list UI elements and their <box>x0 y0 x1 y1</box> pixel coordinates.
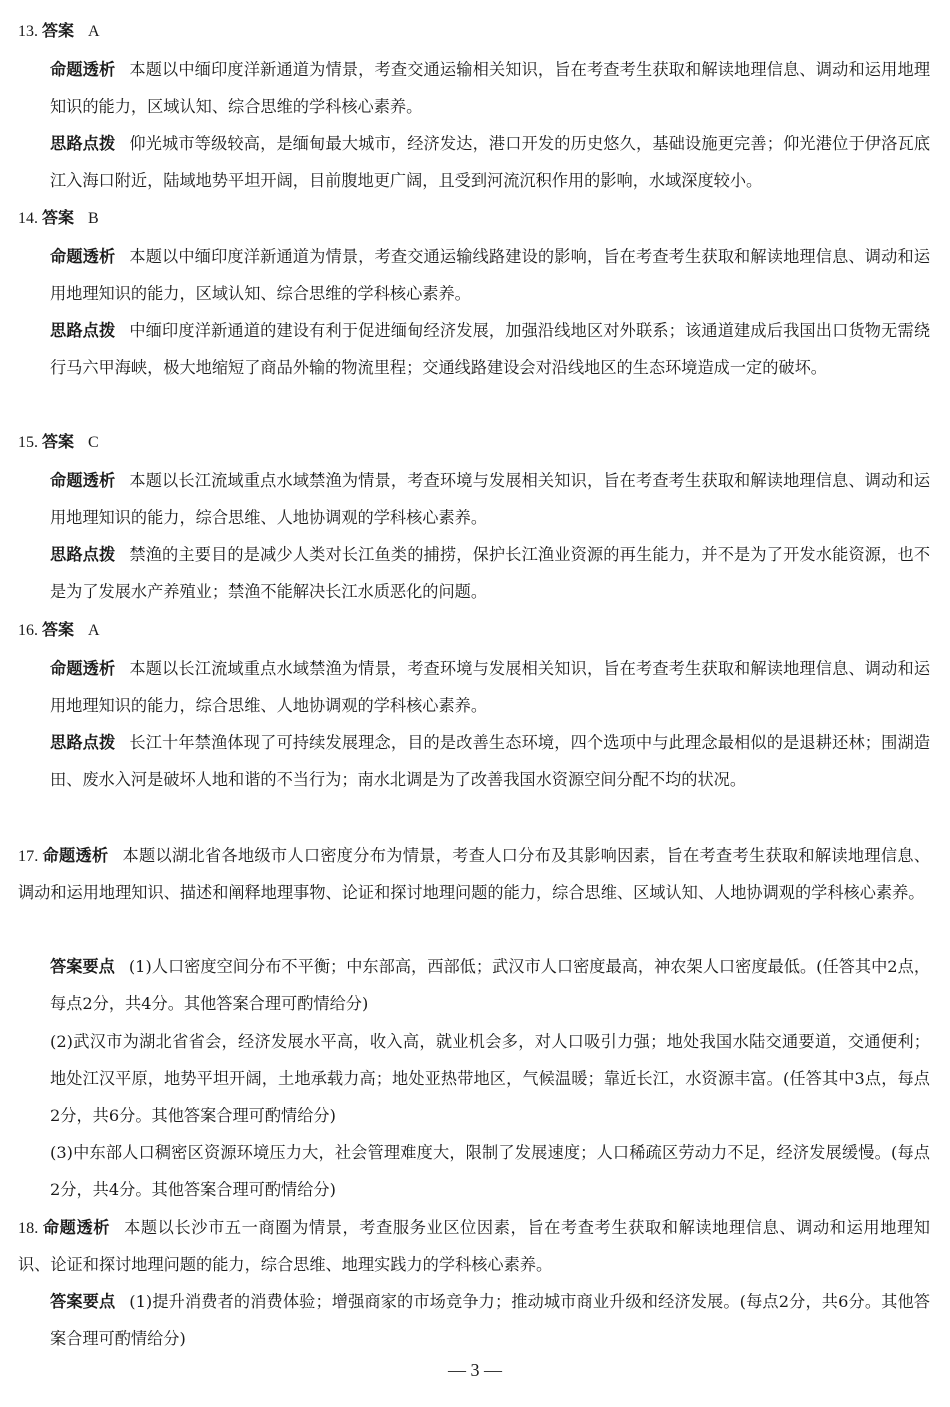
q16-hint-label: 思路点拨 <box>50 733 116 752</box>
q13-answer: A <box>88 23 100 40</box>
q15-hint-text: 禁渔的主要目的是减少人类对长江鱼类的捕捞，保护长江渔业资源的再生能力，并不是为了开发水能资源，也不是为了发展水产养殖业；禁渔不能解决长江水质恶化的问题。 <box>50 545 931 601</box>
q14-answer: B <box>88 210 99 227</box>
q14-analysis-text: 本题以中缅印度洋新通道为情景，考查交通运输线路建设的影响，旨在考查考生获取和解读地理信息、调动和运用地理知识的能力，区域认知、综合思维的学科核心素养。 <box>50 247 931 303</box>
q14-hint-label: 思路点拨 <box>50 321 116 340</box>
q18-analysis-text: 本题以长沙市五一商圈为情景，考查服务业区位因素，旨在考查考生获取和解读地理信息、调动和运用地理知识、论证和探讨地理问题的能力，综合思维、地理实践力的学科核心素养。 <box>18 1218 930 1274</box>
q13-hint-label: 思路点拨 <box>50 134 116 153</box>
q16-number: 16. <box>18 622 38 639</box>
q15-analysis-label: 命题透析 <box>50 471 116 490</box>
q16-analysis-text: 本题以长江流域重点水域禁渔为情景，考查环境与发展相关知识，旨在考查考生获取和解读地理信息、调动和运用地理知识的能力，综合思维、人地协调观的学科核心素养。 <box>50 659 931 715</box>
q15-hint <box>50 537 930 611</box>
q15-analysis-text: 本题以长江流域重点水域禁渔为情景，考查环境与发展相关知识，旨在考查考生获取和解读地理信息、调动和运用地理知识的能力，综合思维、人地协调观的学科核心素养。 <box>50 471 931 527</box>
q13-header <box>18 19 100 44</box>
q17-analysis-text: 本题以湖北省各地级市人口密度分布为情景，考查人口分布及其影响因素，旨在考查考生获取和解读地理信息、调动和运用地理知识、描述和阐释地理事物、论证和探讨地理问题的能力，综合思维、区域认知、人地协调观的学科核心素养。 <box>18 846 931 902</box>
q14-hint-text: 中缅印度洋新通道的建设有利于促进缅甸经济发展，加强沿线地区对外联系；该通道建成后我国出口货物无需绕行马六甲海峡，极大地缩短了商品外输的物流里程；交通线路建设会对沿线地区的生态环境造成一定的破坏。 <box>50 321 931 377</box>
q14-hint <box>50 313 930 387</box>
q15-number: 15. <box>18 434 38 451</box>
q15-header <box>18 430 99 455</box>
q16-analysis-label: 命题透析 <box>50 659 116 678</box>
q17-key-1 <box>50 949 930 1023</box>
q15-hint-label: 思路点拨 <box>50 545 116 564</box>
q17-key-label: 答案要点 <box>50 957 115 976</box>
q16-answer: A <box>88 622 100 639</box>
q17-number: 17. <box>18 847 39 865</box>
q13-analysis-label: 命题透析 <box>50 60 116 79</box>
q13-answer-label: 答案 <box>42 21 75 40</box>
q14-analysis <box>50 239 930 313</box>
q16-hint <box>50 725 930 799</box>
q17-key-3 <box>50 1135 930 1209</box>
q17-key-2 <box>50 1024 930 1134</box>
q17-analysis-label: 命题透析 <box>42 846 109 865</box>
q16-answer-label: 答案 <box>42 620 75 639</box>
q18-number: 18. <box>18 1219 39 1237</box>
q15-analysis <box>50 463 930 537</box>
q18-key-1-text: (1)提升消费者的消费体验；增强商家的市场竞争力；推动城市商业升级和经济发展。(每点2分，共6分。其他答案合理可酌情给分) <box>50 1292 930 1348</box>
q18-analysis <box>18 1210 930 1284</box>
q17-key-2-text: (2)武汉市为湖北省省会，经济发展水平高，收入高，就业机会多，对人口吸引力强；地处我国水陆交通要道，交通便利；地处江汉平原，地势平坦开阔，土地承载力高；地处亚热带地区，气候温暖；靠近长江，水资源丰富。(任答其中3点，每点2分，共6分。其他答案合理可酌情给分) <box>50 1032 930 1125</box>
q13-hint-text: 仰光城市等级较高，是缅甸最大城市，经济发达，港口开发的历史悠久，基础设施更完善；仰光港位于伊洛瓦底江入海口附近，陆域地势平坦开阔，目前腹地更广阔，且受到河流沉积作用的影响，水域深度较小。 <box>50 134 931 190</box>
q13-analysis-text: 本题以中缅印度洋新通道为情景，考查交通运输相关知识，旨在考查考生获取和解读地理信息、调动和运用地理知识的能力，区域认知、综合思维的学科核心素养。 <box>50 60 931 116</box>
q14-header <box>18 206 99 231</box>
q18-key-label: 答案要点 <box>50 1292 116 1311</box>
q17-key-1-text: (1)人口密度空间分布不平衡；中东部高，西部低；武汉市人口密度最高，神农架人口密度最低。(任答其中2点，每点2分，共4分。其他答案合理可酌情给分) <box>50 957 931 1013</box>
q15-answer: C <box>88 434 99 451</box>
q16-hint-text: 长江十年禁渔体现了可持续发展理念，目的是改善生态环境，四个选项中与此理念最相似的是退耕还林；围湖造田、废水入河是破坏人地和谐的不当行为；南水北调是为了改善我国水资源空间分配不均的状况。 <box>50 733 931 789</box>
q13-analysis <box>50 52 930 126</box>
q14-answer-label: 答案 <box>42 208 75 227</box>
q18-analysis-label: 命题透析 <box>42 1218 111 1237</box>
q15-answer-label: 答案 <box>42 432 75 451</box>
q16-analysis <box>50 651 930 725</box>
q13-hint <box>50 126 930 200</box>
q16-header <box>18 618 100 643</box>
q13-number: 13. <box>18 23 38 40</box>
q14-number: 14. <box>18 210 38 227</box>
q17-analysis <box>18 838 930 912</box>
page-number: — 3 — <box>448 1360 502 1380</box>
q14-analysis-label: 命题透析 <box>50 247 116 266</box>
q18-key-1 <box>50 1284 930 1358</box>
q17-key-3-text: (3)中东部人口稠密区资源环境压力大，社会管理难度大，限制了发展速度；人口稀疏区劳动力不足，经济发展缓慢。(每点2分，共4分。其他答案合理可酌情给分) <box>50 1143 930 1199</box>
